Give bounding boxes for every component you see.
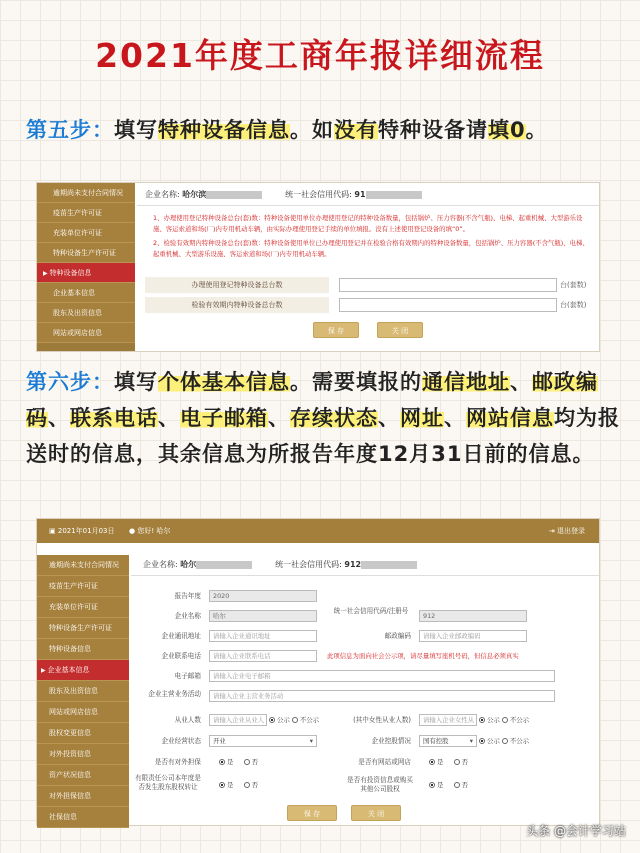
sidebar-item[interactable]: 特种设备信息 [37, 639, 129, 660]
radio-on[interactable] [429, 759, 435, 765]
radio-off[interactable] [292, 717, 298, 723]
logout-link[interactable]: ⇥ 退出登录 [548, 527, 585, 535]
radio-off[interactable] [454, 759, 460, 765]
special-equipment-screenshot [36, 182, 600, 352]
business-input[interactable]: 请输入企业主营业务活动 [209, 690, 555, 702]
step5-text: 。 [525, 118, 548, 142]
masked-redaction [366, 191, 422, 199]
sidebar-item[interactable]: 股权变更信息 [37, 723, 129, 744]
save-button[interactable]: 保 存 [313, 322, 359, 338]
sidebar-item[interactable]: 逾期尚未支付合同情况 [37, 183, 135, 203]
close-button[interactable]: 关 闭 [351, 805, 401, 821]
user-icon: ● [129, 527, 136, 535]
control-publicity[interactable]: 公示 不公示 [479, 735, 529, 747]
sidebar-item[interactable]: 社保信息 [37, 807, 129, 828]
step6-highlight: 邮政编码 [26, 370, 598, 430]
registered-count-label: 办理使用登记特种设备总台数 [145, 277, 329, 293]
step6-text: 、 [48, 406, 70, 430]
phone-label: 企业联系电话 [161, 652, 201, 660]
step6-text: 。需要填报的 [290, 370, 422, 394]
step5-highlight: 特种设备信息 [158, 118, 290, 142]
staff-input[interactable]: 请输入企业从业人 [209, 714, 267, 726]
address-label: 企业通讯地址 [161, 632, 201, 640]
guarantee-radio[interactable]: 是 否 [219, 756, 258, 768]
calendar-icon: ▣ [49, 527, 56, 535]
page-title: 2021年度工商年报详细流程 [95, 36, 545, 75]
step6-highlight: 网站信息 [466, 406, 554, 430]
email-input[interactable]: 请输入企业电子邮箱 [209, 670, 555, 682]
zip-label: 邮政编码 [384, 632, 411, 640]
credit-label: 统一社会信用代码: [285, 190, 352, 199]
guarantee-label: 是否有对外担保 [154, 758, 201, 766]
radio-off[interactable] [502, 717, 508, 723]
step6-highlight: 存续状态 [290, 406, 378, 430]
control-select[interactable]: 国有控股 ▾ [419, 735, 477, 747]
basic-info-screenshot [36, 518, 600, 826]
masked-redaction [196, 561, 252, 569]
valid-count-input[interactable] [339, 298, 557, 312]
instructions [153, 213, 589, 260]
staff-publicity[interactable]: 公示 不公示 [269, 714, 319, 726]
sidebar-item[interactable]: 充装单位许可证 [37, 597, 129, 618]
watermark: 头条 @会计学习站 [526, 824, 626, 838]
credit-code-label: 统一社会信用代码/注册号 [333, 607, 409, 615]
company-value: 哈尔滨 [182, 190, 207, 199]
step6-highlight: 通信地址 [422, 370, 510, 394]
divider [131, 575, 599, 576]
step5-highlight: 填0 [488, 118, 526, 142]
sidebar-item[interactable]: 疫苗生产许可证 [37, 576, 129, 597]
female-staff-input[interactable]: 请输入企业女性从 [419, 714, 477, 726]
close-button[interactable]: 关 闭 [377, 322, 423, 338]
report-year-field: 2020 [209, 590, 317, 602]
step6-highlight: 个体基本信息 [158, 370, 290, 394]
radio-on[interactable] [429, 782, 435, 788]
sidebar-item[interactable]: 资产状况信息 [37, 765, 129, 786]
credit-value: 91 [354, 190, 366, 199]
company-header [143, 559, 417, 570]
sidebar-item[interactable]: 充装单位许可证 [37, 223, 135, 243]
step5-text: 。如 [290, 118, 334, 142]
investment-radio[interactable]: 是 否 [429, 779, 468, 791]
greeting: ● 您好! 哈尔 [129, 527, 171, 535]
divider [137, 205, 599, 206]
investment-label: 是否有投资信息或购买其他公司股权 [347, 776, 413, 793]
female-staff-label: (其中女性从业人数) [353, 716, 411, 724]
company-name-field: 哈尔 [209, 610, 317, 622]
valid-count-label: 检验有效期内特种设备总台数 [145, 297, 329, 313]
address-input[interactable]: 请输入企业通讯地址 [209, 630, 317, 642]
status-select[interactable]: 开业 ▾ [209, 735, 317, 747]
instruction-2: 2、检验有效期内特种设备总台(套)数：特种设备使用单位已办理使用登记并在检验合格有效期内的特种设备数量，包括锅炉、压力容器(不含气瓶)、电梯、起重机械、大型游乐设施、客运索道和场(厂)内专用机动车辆。 [153, 239, 589, 258]
logout-icon: ⇥ [548, 527, 555, 535]
company-name-label: 企业名称 [174, 612, 201, 620]
date-text: ▣ 2021年01月03日 [49, 527, 115, 535]
top-bar [37, 519, 599, 543]
control-label: 企业控股情况 [371, 737, 411, 745]
radio-on[interactable] [219, 759, 225, 765]
masked-redaction [361, 561, 417, 569]
business-label: 企业主营业务活动 [148, 690, 201, 698]
masked-redaction [206, 191, 262, 199]
step6-text: 、 [510, 370, 532, 394]
sidebar-item[interactable]: 特种设备生产许可证 [37, 243, 135, 263]
sidebar-item[interactable]: 逾期尚未支付合同情况 [37, 555, 129, 576]
registered-count-input[interactable] [339, 278, 557, 292]
company-label: 企业名称: [145, 190, 180, 199]
instruction-1: 1、办理使用登记特种设备总台(套)数：特种设备使用单位办理使用登记的特种设备数量，包括锅炉、压力容器(不含气瓶)、电梯、起重机械、大型游乐设施、客运索道和场(厂)内专用机动车辆，由实际办理使用登记手续的单位填报。没有上述使用登记设备的填“0”。 [153, 214, 583, 233]
sidebar-item[interactable]: 特种设备生产许可证 [37, 618, 129, 639]
sidebar-item[interactable]: 股东及出资信息 [37, 303, 135, 323]
email-label: 电子邮箱 [174, 672, 201, 680]
company-label: 企业名称: [143, 560, 178, 569]
sidebar-item[interactable]: 网站或网店信息 [37, 323, 135, 343]
phone-note: 此项信息为面向社会公示项，请尽量填写座机号码，但信息必须真实 [327, 652, 519, 660]
zip-input[interactable]: 请输入企业邮政编码 [419, 630, 527, 642]
radio-on[interactable] [219, 782, 225, 788]
step6-text: 、 [378, 406, 400, 430]
step6-text: 均为报送时的信息，其余信息为所报告年度12月31日前的信息。 [26, 406, 620, 466]
radio-off[interactable] [244, 782, 250, 788]
sidebar [37, 183, 135, 351]
step6-text: 填写 [114, 370, 158, 394]
company-header [145, 189, 422, 200]
staff-label: 从业人数 [174, 716, 201, 724]
save-button[interactable]: 保 存 [287, 805, 337, 821]
radio-on[interactable] [269, 717, 275, 723]
step6-label: 第六步： [26, 370, 114, 394]
step5-label: 第五步： [26, 118, 114, 142]
step5-text: 填写 [114, 118, 158, 142]
radio-off[interactable] [502, 738, 508, 744]
radio-on[interactable] [479, 717, 485, 723]
step5-paragraph [26, 112, 620, 148]
radio-off[interactable] [454, 782, 460, 788]
step6-text: 、 [158, 406, 180, 430]
sidebar-item[interactable]: 网站或网店信息 [37, 702, 129, 723]
sidebar-item[interactable]: 疫苗生产许可证 [37, 203, 135, 223]
radio-off[interactable] [244, 759, 250, 765]
sidebar-item-active[interactable]: ▶ 企业基本信息 [37, 660, 129, 681]
credit-code-field: 912 [419, 610, 527, 622]
sidebar-item[interactable]: 企业基本信息 [37, 283, 135, 303]
sidebar-item[interactable]: 对外投资信息 [37, 744, 129, 765]
step6-text: 、 [444, 406, 466, 430]
website-radio[interactable]: 是 否 [429, 756, 468, 768]
status-label: 企业经营状态 [161, 737, 201, 745]
step6-highlight: 网址 [400, 406, 444, 430]
llc-transfer-label: 有限责任公司本年度是否发生股东股权转让 [135, 774, 201, 791]
step6-paragraph [26, 364, 620, 472]
unit-label: 台(套数) [560, 301, 587, 309]
female-publicity[interactable]: 公示 不公示 [479, 714, 529, 726]
credit-label: 统一社会信用代码: [275, 560, 342, 569]
unit-label: 台(套数) [560, 281, 587, 289]
step6-highlight: 电子邮箱 [180, 406, 268, 430]
company-value: 哈尔 [180, 560, 197, 569]
step6-text: 、 [268, 406, 290, 430]
sidebar-item[interactable]: 股东及出资信息 [37, 681, 129, 702]
sidebar-item[interactable]: 对外担保信息 [37, 786, 129, 807]
step6-highlight: 联系电话 [70, 406, 158, 430]
report-year-label: 报告年度 [174, 592, 201, 600]
phone-input[interactable]: 请输入企业联系电话 [209, 650, 317, 662]
sidebar-item-active[interactable]: ▶ 特种设备信息 [37, 263, 135, 283]
step5-text: 特种设备请 [378, 118, 488, 142]
llc-transfer-radio[interactable]: 是 否 [219, 779, 258, 791]
radio-on[interactable] [479, 738, 485, 744]
sidebar [37, 555, 129, 825]
step5-highlight: 没有 [334, 118, 378, 142]
website-label: 是否有网站或网店 [358, 758, 411, 766]
credit-value: 912 [344, 560, 362, 569]
